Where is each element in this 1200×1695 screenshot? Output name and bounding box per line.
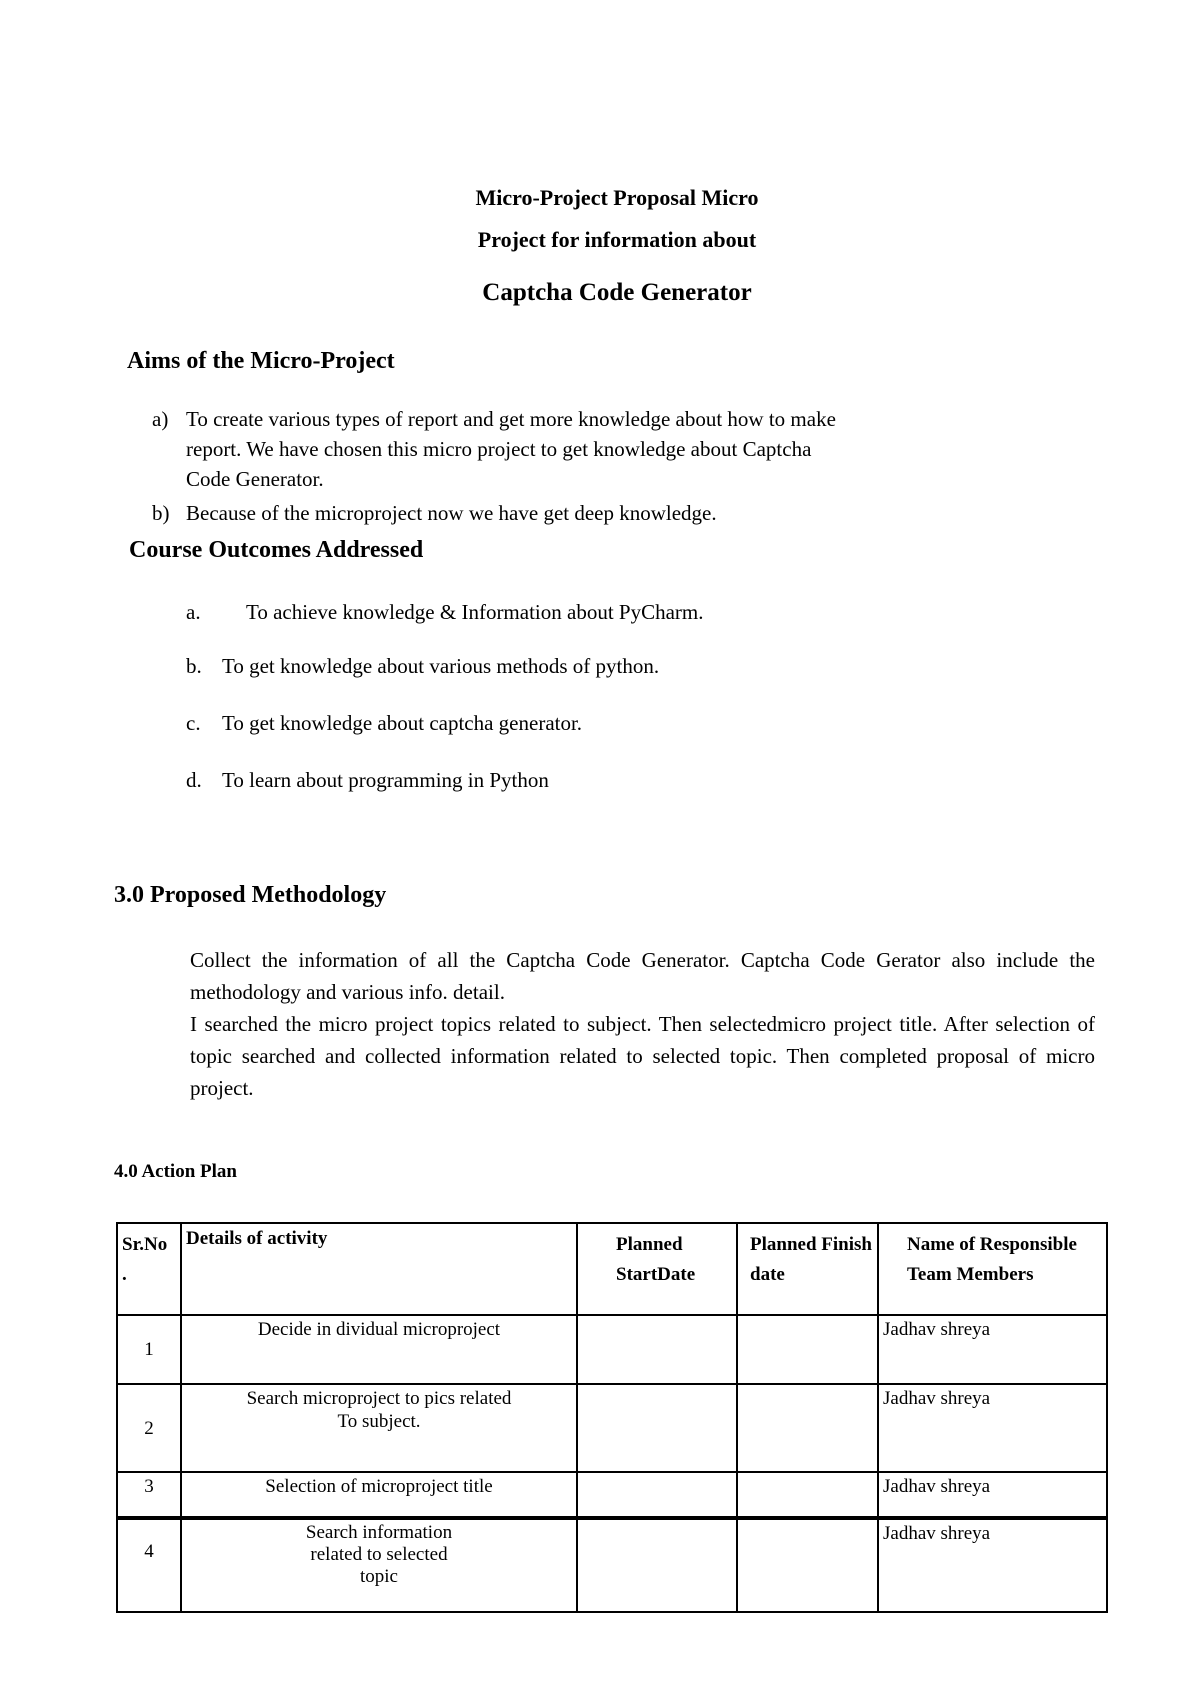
row-member: Jadhav shreya xyxy=(878,1472,1107,1518)
table-row xyxy=(117,1315,1107,1384)
aims-item-b-text: Because of the microproject now we have get deep knowledge. xyxy=(186,501,717,525)
list-marker: c. xyxy=(186,711,201,735)
outcomes-heading: Course Outcomes Addressed xyxy=(129,537,424,563)
row-activity: Search information related to selected topic xyxy=(181,1518,577,1612)
row-start-date xyxy=(577,1384,737,1472)
aims-item-a-line-2: report. We have chosen this micro project to get knowledge about Captcha xyxy=(186,437,812,461)
aims-item-a-line-3: Code Generator. xyxy=(186,467,324,491)
list-marker: b. xyxy=(186,654,202,678)
table-row xyxy=(117,1472,1107,1518)
row-number: 1 xyxy=(117,1315,181,1384)
row-finish-date xyxy=(737,1472,878,1518)
outcome-item-a xyxy=(186,597,704,627)
row-start-date xyxy=(577,1472,737,1518)
column-header-srno: Sr.No . xyxy=(117,1223,181,1315)
outcome-text: To learn about programming in Python xyxy=(222,768,549,792)
table-row xyxy=(117,1384,1107,1472)
outcome-item-c xyxy=(186,708,582,738)
outcome-text: To get knowledge about various methods of python. xyxy=(222,654,660,678)
row-activity: Search microproject to pics related To subject. xyxy=(181,1384,577,1472)
column-header-start: Planned StartDate xyxy=(577,1223,737,1315)
row-activity: Decide in dividual microproject xyxy=(181,1315,577,1384)
proposal-title-line-1: Micro-Project Proposal Micro xyxy=(475,185,759,210)
aims-item-b xyxy=(152,498,717,528)
row-finish-date xyxy=(737,1315,878,1384)
aims-heading: Aims of the Micro-Project xyxy=(127,348,395,374)
row-finish-date xyxy=(737,1518,878,1612)
outcome-item-b xyxy=(186,651,659,681)
list-marker: a) xyxy=(152,407,169,431)
column-header-details: Details of activity xyxy=(181,1223,577,1315)
methodology-paragraph-2: I searched the micro project topics related to subject. Then selectedmicro project title. After selection of topic searched and collected information related to selected topic. Then completed proposal of micro project. xyxy=(190,1012,1095,1100)
row-start-date xyxy=(577,1518,737,1612)
methodology-body xyxy=(190,944,1095,1104)
table-header-row xyxy=(117,1223,1107,1315)
row-number: 4 xyxy=(117,1518,181,1612)
row-member: Jadhav shreya xyxy=(878,1518,1107,1612)
row-number: 3 xyxy=(117,1472,181,1518)
methodology-paragraph-1: Collect the information of all the Captcha Code Generator. Captcha Code Gerator also include the methodology and various info. detail. xyxy=(190,948,1095,1004)
proposal-title-line-2: Project for information about xyxy=(477,227,757,252)
aims-item-a xyxy=(152,404,836,434)
row-finish-date xyxy=(737,1384,878,1472)
outcome-text: To achieve knowledge & Information about PyCharm. xyxy=(246,600,704,624)
action-plan-heading: 4.0 Action Plan xyxy=(114,1161,237,1182)
outcome-item-d xyxy=(186,765,549,795)
row-activity: Selection of microproject title xyxy=(181,1472,577,1518)
row-member: Jadhav shreya xyxy=(878,1384,1107,1472)
list-marker: b) xyxy=(152,501,170,525)
list-marker: a. xyxy=(186,600,201,624)
methodology-heading: 3.0 Proposed Methodology xyxy=(114,882,387,908)
aims-item-a-line-1: To create various types of report and get more knowledge about how to make xyxy=(186,407,836,431)
project-title: Captcha Code Generator xyxy=(482,279,752,306)
outcome-text: To get knowledge about captcha generator. xyxy=(222,711,583,735)
row-start-date xyxy=(577,1315,737,1384)
row-number: 2 xyxy=(117,1384,181,1472)
action-plan-table xyxy=(116,1222,1108,1613)
list-marker: d. xyxy=(186,768,202,792)
table-row xyxy=(117,1518,1107,1612)
column-header-members: Name of Responsible Team Members xyxy=(878,1223,1107,1315)
row-member: Jadhav shreya xyxy=(878,1315,1107,1384)
column-header-finish: Planned Finish date xyxy=(737,1223,878,1315)
